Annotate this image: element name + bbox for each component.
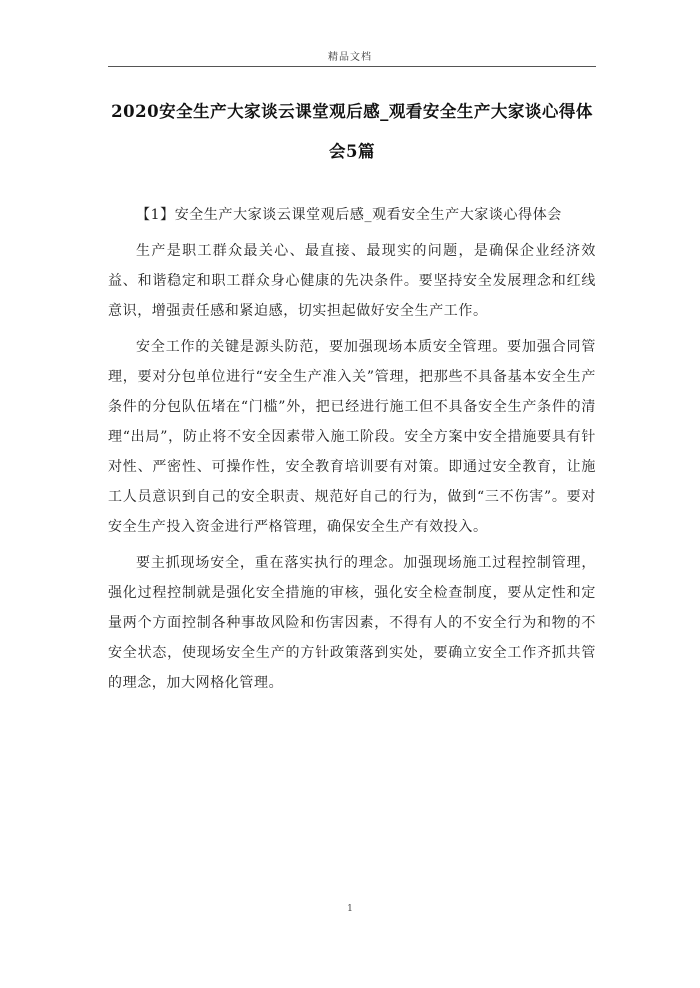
header-divider	[108, 66, 596, 67]
document-body	[108, 200, 596, 698]
header-label: 精品文档	[328, 52, 372, 63]
document-title: 2020安全生产大家谈云课堂观后感_观看安全生产大家谈心得体会5篇	[111, 102, 593, 161]
paragraph: 生产是职工群众最关心、最直接、最现实的问题，是确保企业经济效益、和谐稳定和职工群众身心健康的先决条件。要坚持安全发展理念和红线意识，增强责任感和紧迫感，切实担起做好安全生产工作。	[108, 243, 596, 319]
paragraph: 安全工作的关键是源头防范，要加强现场本质安全管理。要加强合同管理，要对分包单位进行“安全生产准入关”管理，把那些不具备基本安全生产条件的分包队伍堵在“门槛”外，把已经进行施工但不具备安全生产条件的清理“出局”，防止将不安全因素带入施工阶段。安全方案中安全措施要具有针对性、严密性、可操作性，安全教育培训要有对策。即通过安全教育，让施工人员意识到自己的安全职责、规范好自己的行为，做到“三不伤害”。要对安全生产投入资金进行严格管理，确保安全生产有效投入。	[108, 339, 596, 535]
page-number: 1	[347, 904, 353, 914]
paragraph-section-heading: 【1】安全生产大家谈云课堂观后感_观看安全生产大家谈心得体会	[136, 207, 562, 223]
paragraph: 要主抓现场安全，重在落实执行的理念。加强现场施工过程控制管理，强化过程控制就是强化安全措施的审核，强化安全检查制度，要从定性和定量两个方面控制各种事故风险和伤害因素，不得有人的不安全行为和物的不安全状态，使现场安全生产的方针政策落到实处，要确立安全工作齐抓共管的理念，加大网格化管理。	[108, 555, 596, 691]
